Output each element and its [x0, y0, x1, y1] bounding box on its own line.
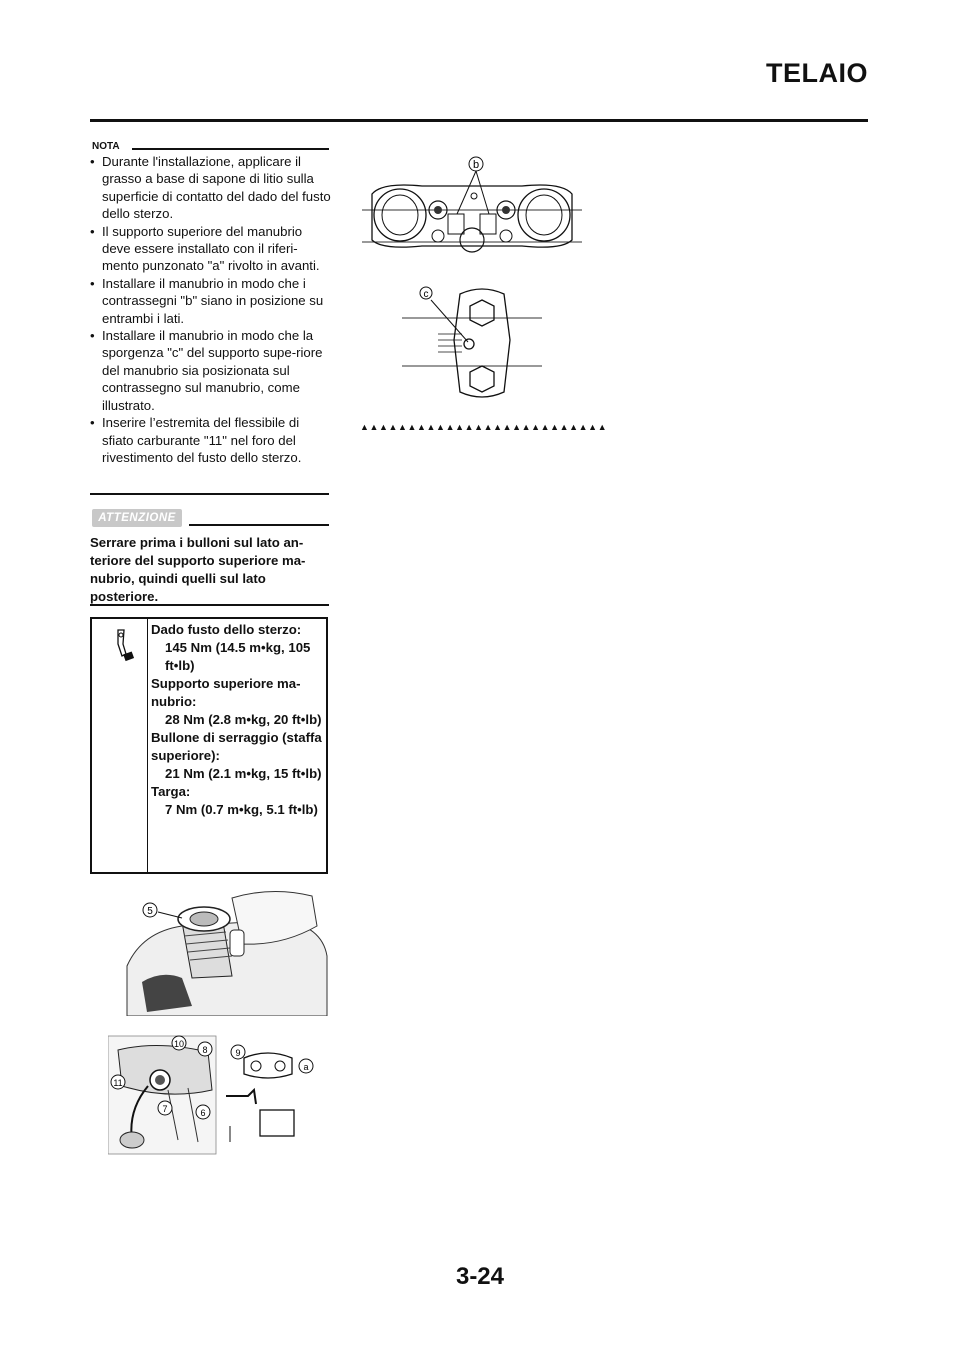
nota-label: NOTA: [92, 141, 120, 152]
callout-6: 6: [200, 1108, 206, 1118]
torque-list: [151, 621, 329, 819]
nota-list: [90, 153, 332, 466]
handlebar-holder-top-figure: [362, 152, 582, 254]
torque-item-name: Targa:: [151, 784, 191, 799]
attenzione-rule-bottom: [90, 604, 329, 606]
torque-item-name: Dado fusto dello sterzo:: [151, 622, 302, 637]
torque-item-value: 21 Nm (2.1 m•kg, 15 ft•lb): [165, 766, 322, 781]
torque-item-value: 7 Nm (0.7 m•kg, 5.1 ft•lb): [165, 802, 318, 817]
callout-8: 8: [202, 1045, 208, 1055]
page-number: 3-24: [455, 1263, 505, 1290]
torque-item-value: 145 Nm (14.5 m•kg, 105 ft•lb): [165, 640, 311, 673]
callout-7: 7: [162, 1104, 168, 1114]
page-title: TELAIO: [766, 58, 868, 88]
callout-5: 5: [147, 906, 153, 917]
header-rule: [90, 119, 868, 122]
handlebar-holder-side-figure: [392, 282, 542, 404]
attenzione-text: Serrare prima i bulloni sul lato an-teriore del supporto superiore ma-nubrio, quindi quelli sul lato posteriore.: [90, 535, 306, 604]
nota-item: • Inserire l’estremita del flessibile di sfiato carburante "11" nel foro del rivestimento del fusto dello sterzo.: [90, 414, 332, 466]
torque-item-value: 28 Nm (2.8 m•kg, 20 ft•lb): [165, 712, 322, 727]
section-end-marker: ▲▲▲▲▲▲▲▲▲▲▲▲▲▲▲▲▲▲▲▲▲▲▲▲▲▲: [360, 422, 608, 432]
attenzione-rule: [189, 524, 329, 526]
torque-item-name: Bullone di serraggio (staffa superiore):: [151, 730, 322, 763]
attenzione-badge: ATTENZIONE: [92, 509, 182, 527]
callout-11: 11: [113, 1078, 123, 1088]
torque-divider: [147, 619, 148, 872]
nota-rule-bottom: [90, 493, 329, 495]
nota-rule: [132, 148, 329, 150]
nota-item: • Durante l'installazione, applicare il grasso a base di sapone di litio sulla superficie di contatto del dado del fusto dello sterzo.: [90, 153, 332, 223]
callout-b: b: [472, 159, 480, 171]
nota-item: • Installare il manubrio in modo che i contrassegni "b" siano in posizione su entrambi i lati.: [90, 275, 332, 327]
callout-a: a: [303, 1062, 309, 1072]
steering-nut-figure: [122, 886, 332, 1016]
handlebar-assembly-figure: [108, 1030, 318, 1156]
callout-10: 10: [173, 1039, 185, 1049]
callout-c: c: [423, 289, 429, 300]
nota-item: • Installare il manubrio in modo che la sporgenza "c" del supporto supe-riore del manubrio sia posizionata sul contrassegno sul manubrio, come illustrato.: [90, 327, 332, 414]
nota-item: • Il supporto superiore del manubrio deve essere installato con il riferi-mento punzonato "a" rivolto in avanti.: [90, 223, 332, 275]
torque-item-name: Supporto superiore ma-nubrio:: [151, 676, 301, 709]
torque-wrench-icon: [104, 626, 140, 666]
callout-9: 9: [235, 1048, 241, 1058]
